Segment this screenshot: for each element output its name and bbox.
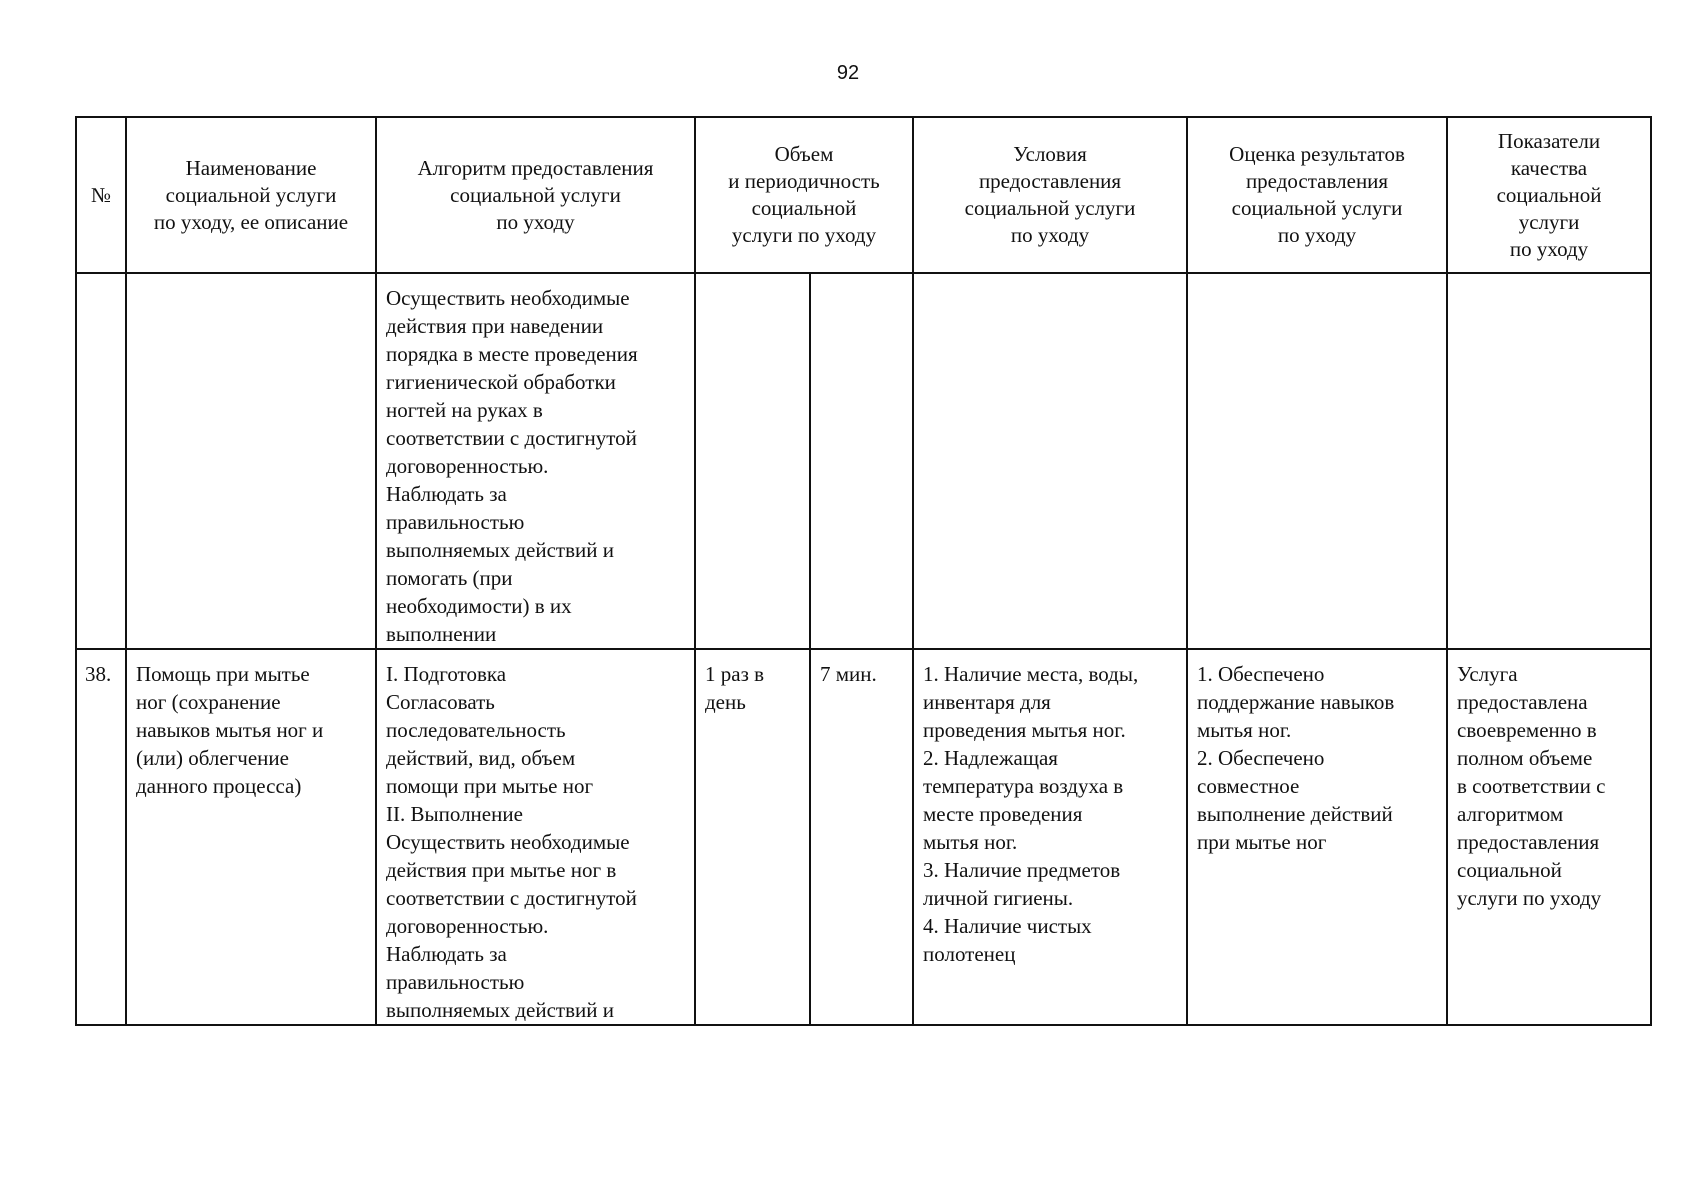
cell-duration: 7 мин. — [810, 649, 913, 1025]
header-quality: Показатели качества социальной услуги по уходу — [1447, 117, 1651, 273]
cell-frequency: 1 раз в день — [695, 649, 810, 1025]
cell-duration — [810, 273, 913, 649]
table-row-continuation — [76, 273, 1651, 649]
cell-frequency — [695, 273, 810, 649]
header-evaluation: Оценка результатов предоставления социальной услуги по уходу — [1187, 117, 1447, 273]
header-volume-frequency: Объем и периодичность социальной услуги по уходу — [695, 117, 913, 273]
header-conditions: Условия предоставления социальной услуги по уходу — [913, 117, 1187, 273]
cell-service-name: Помощь при мытье ног (сохранение навыков мытья ног и (или) облегчение данного процесса) — [126, 649, 376, 1025]
table-row-38 — [76, 649, 1651, 1025]
cell-evaluation: 1. Обеспечено поддержание навыков мытья ног. 2. Обеспечено совместное выполнение действий при мытье ног — [1187, 649, 1447, 1025]
cell-algorithm: Осуществить необходимые действия при наведении порядка в месте проведения гигиенической обработки ногтей на руках в соответствии с достигнутой договоренностью. Наблюдать за правильностью выполняемых действий и помогать (при необходимости) в их выполнении — [376, 273, 695, 649]
cell-quality: Услуга предоставлена своевременно в полном объеме в соответствии с алгоритмом предоставления социальной услуги по уходу — [1447, 649, 1651, 1025]
cell-quality — [1447, 273, 1651, 649]
cell-algorithm: I. Подготовка Согласовать последовательность действий, вид, объем помощи при мытье ног II. Выполнение Осуществить необходимые действия при мытье ног в соответствии с достигнутой договоренностью. Наблюдать за правильностью выполняемых действий и — [376, 649, 695, 1025]
header-service-name: Наименование социальной услуги по уходу, ее описание — [126, 117, 376, 273]
cell-number: 38. — [76, 649, 126, 1025]
cell-conditions: 1. Наличие места, воды, инвентаря для проведения мытья ног. 2. Надлежащая температура воздуха в месте проведения мытья ног. 3. Наличие предметов личной гигиены. 4. Наличие чистых полотенец — [913, 649, 1187, 1025]
header-algorithm: Алгоритм предоставления социальной услуги по уходу — [376, 117, 695, 273]
social-services-table — [75, 116, 1652, 1026]
table-header-row — [76, 117, 1651, 273]
header-number: № — [76, 117, 126, 273]
cell-number — [76, 273, 126, 649]
cell-conditions — [913, 273, 1187, 649]
cell-service-name — [126, 273, 376, 649]
cell-evaluation — [1187, 273, 1447, 649]
page-number: 92 — [836, 62, 860, 84]
